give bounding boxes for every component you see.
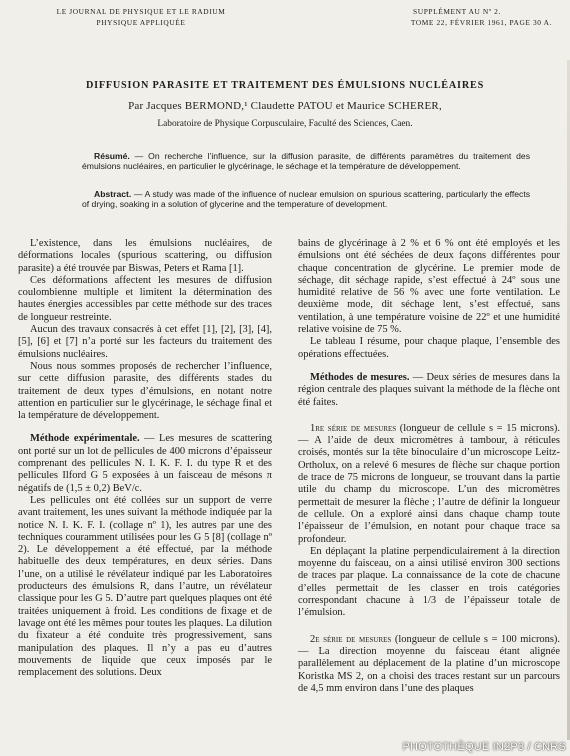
- resume-text: — On recherche l’influence, sur la diffusion parasite, de différents paramètres du traitement des émulsions nucléaires, en particulier le glycérinage, le séchage et la température de développement.: [82, 151, 530, 171]
- paragraph: Nous nous sommes proposés de rechercher l’influence, sur cette diffusion parasite, des différents stades du traitement de deux types d’émulsions, en notant notre attention en particulier sur le glycérinage, le séchage final et la température de développement.: [18, 360, 272, 422]
- method-paragraph: Méthode expérimentale. — Les mesures de scattering ont porté sur un lot de pellicules de 400 microns d’épaisseur comprenant des pellicules N. I. K. F. I. du type R et des pellicules Ilford G 5 exposées à un faisceau de mésons π négatifs de (1,5 ± 0,2) BeV/c.: [18, 433, 272, 494]
- paragraph: Les pellicules ont été collées sur un support de verre avant traitement, les unes suivant la méthode indiquée par la notice N. I. K. F. I. (collage nº 1), les autres par une des techniques couramment utilisées pour les G 5 [8] (collage nº 2). Le développement a été effectué, par la méthode habituelle des deux températures, en deux séries. Dans l’une, on a utilisé le révélateur indiqué par les Laboratoires producteurs des émulsions R, dans l’autre, un révélateur classique pour les G 5. D’autre part quelques plaques ont été traitées uniquement à froid. Les conditions de fixage et de lavage ont été les mêmes pour toutes les plaques. La dilution du fixateur a été conduite très progressivement, sans manipulation des plaques. Il n’y a pas eu d’autres mouvements de liquide que ceux imposés par le remplacement des solutions. Deux: [18, 494, 272, 679]
- left-column: [18, 238, 272, 679]
- paragraph: Aucun des travaux consacrés à cet effet [1], [2], [3], [4], [5], [6] et [7] n’a porté sur les facteurs du traitement des émulsions nucléaires.: [18, 324, 272, 360]
- journal-name-line2: PHYSIQUE APPLIQUÉE: [96, 18, 186, 27]
- measures-paragraph: Méthodes de mesures. — Deux séries de mesures dans la région centrale des plaques suivant la méthode de la flèche ont été faites.: [298, 371, 560, 408]
- paragraph: En déplaçant la platine perpendiculairement à la direction moyenne du faisceau, on a ainsi utilisé environ 300 sections de traces par plaque. La connaissance de la cote de chacune d’elles permettait de les classer en trois catégories correspondant chacune à 1/3 de l’épaisseur totale de l’émulsion.: [298, 545, 560, 619]
- paragraph: Le tableau I résume, pour chaque plaque, l’ensemble des opérations effectuées.: [298, 336, 560, 360]
- section-heading: Méthodes de mesures.: [310, 371, 410, 383]
- series-label: 1re série de mesures: [310, 422, 397, 434]
- series1-paragraph: 1re série de mesures (longueur de cellule s = 15 microns). — A l’aide de deux micromètres à tambour, à réticules croisés, montés sur la tête binoculaire d’un microscope Leitz-Ortholux, on a relevé 6 mesures de flèche sur chaque portion de trace de 75 microns de longueur, se trouvant dans la partie utile du champ du microscope. L’un des micromètres permettait de mesurer la flèche ; l’autre de définir la longueur de cellule. On a exploré ainsi dans chaque champ toute l’épaisseur de l’émulsion, en notant pour chaque trace sa profondeur.: [298, 422, 560, 545]
- supplement-label: SUPPLÉMENT AU Nº 2.: [413, 7, 501, 16]
- abstract-text: — A study was made of the influence of nuclear emulsion on spurious scattering, particularly the effects of drying, soaking in a solution of glycerine and the temperature of development.: [82, 189, 530, 209]
- paragraph: Ces déformations affectent les mesures de diffusion coulombienne multiple et limitent la détermination des hautes énergies accessibles par cette méthode sur des traces de longueur restreinte.: [18, 274, 272, 323]
- paragraph: bains de glycérinage à 2 % et 6 % ont été employés et les émulsions ont été séchées de deux façons différentes pour chaque concentration de glycérine. Le premier mode de séchage, dit séchage rapide, s’est effectué à 24º sous une humidité relative de 56 % avec une forte ventilation. Le deuxième mode, dit séchage lent, s’est effectué, sans ventilation, à une température voisine de 22º et une humidité relative voisine de 75 %.: [298, 238, 560, 336]
- series2-paragraph: 2e série de mesures (longueur de cellule s = 100 microns). — La direction moyenne du faisceau étant alignée parallèlement au déplacement de la platine d’un microscope Koristka MS 2, on a choisi des traces restant sur un parcours de 4,5 mm environ dans l’une des plaques: [298, 633, 561, 694]
- abstract-label: Abstract.: [94, 189, 132, 199]
- section-heading: Méthode expérimentale.: [30, 433, 140, 445]
- journal-name-line1: LE JOURNAL DE PHYSIQUE ET LE RADIUM: [56, 7, 226, 16]
- article-authors: Par Jacques BERMOND,¹ Claudette PATOU et Maurice SCHERER,: [128, 100, 442, 112]
- right-column: [298, 238, 560, 695]
- resume-fr: [82, 151, 530, 171]
- laboratory-affiliation: Laboratoire de Physique Corpusculaire, Faculté des Sciences, Caen.: [157, 119, 413, 129]
- paragraph: L’existence, dans les émulsions nucléaires, de déformations locales (spurious scattering, ou diffusion parasite) a été trouvée par Biswas, Peters et Rama [1].: [18, 238, 272, 274]
- series-label: 2e série de mesures: [310, 633, 392, 645]
- issue-info: [322, 6, 552, 28]
- abstract-en: [82, 189, 530, 209]
- issue-label: TOME 22, FÉVRIER 1961, PAGE 30 A.: [410, 18, 552, 27]
- watermark: PHOTOTHÈQUE IN2P3 / CNRS: [402, 741, 566, 753]
- article-title: DIFFUSION PARASITE ET TRAITEMENT DES ÉMULSIONS NUCLÉAIRES: [85, 80, 485, 91]
- journal-name: [46, 6, 236, 28]
- resume-label: Résumé.: [94, 151, 130, 161]
